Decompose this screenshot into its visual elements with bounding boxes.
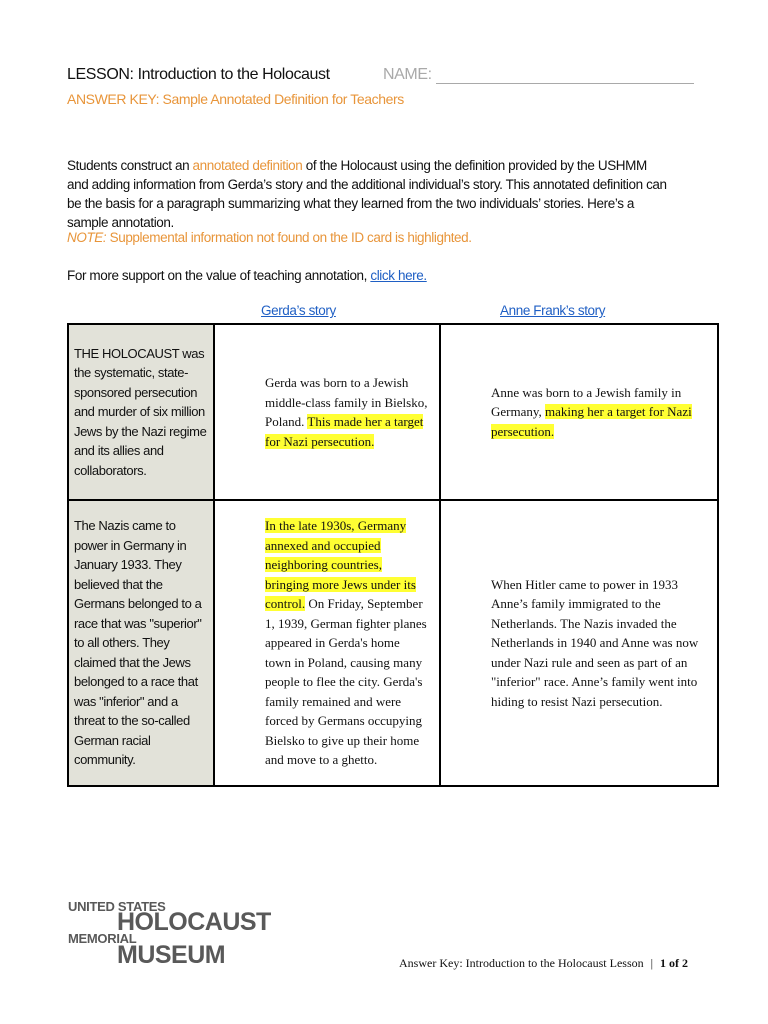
- annotation-table: [67, 323, 719, 787]
- note-line: [67, 230, 472, 245]
- support-text: For more support on the value of teaching annotation,: [67, 268, 371, 283]
- gerda-cell: [214, 500, 440, 786]
- footer-separator: |: [650, 956, 654, 970]
- name-field: [383, 66, 694, 84]
- name-label: NAME:: [383, 66, 432, 83]
- definition-cell: [68, 324, 214, 500]
- definition-text: THE HOLOCAUST was the systematic, state-sponsored persecution and murder of six million Jews by the Nazi regime and its allies and collaborators.: [74, 345, 207, 478]
- logo-line-holocaust: HOLOCAUST: [117, 908, 271, 936]
- table-row: [68, 500, 718, 786]
- anne-annotation: [441, 383, 717, 442]
- logo-line-memorial: MEMORIAL: [68, 931, 137, 946]
- gerda-text: Gerda was born to a Jewish middle-class family in Bielsko, Poland.: [265, 375, 428, 429]
- footer-text: Answer Key: Introduction to the Holocaust Lesson: [399, 956, 644, 970]
- gerda-annotation: [215, 516, 439, 770]
- anne-text: Anne was born to a Jewish family in Germany,: [491, 384, 682, 420]
- answer-key-subtitle: ANSWER KEY: Sample Annotated Definition for Teachers: [67, 91, 404, 107]
- definition-text: The Nazis came to power in Germany in January 1933. They believed that the Germans belonged to a race that was "superior" to all others. They claimed that the Jews belonged to a race that was "inferior" and a threat to the so-called German racial community.: [74, 518, 202, 768]
- anne-frank-story-link[interactable]: Anne Frank’s story: [500, 303, 606, 318]
- gerda-text: On Friday, September 1, 1939, German fighter planes appeared in Gerda's home town in Poland, causing many people to flee the city. Gerda's family remained and were forced by Germans occupying Bielsko to give up their home and move to a ghetto.: [265, 596, 427, 768]
- intro-text-rest: of the Holocaust using the definition provided by the USHMM and adding information from Gerda’s story and the additional individual’s story. This annotated definition can be the basis for a paragraph summarizing what they learned from the two individuals’ stories. Here’s a sample annotation.: [67, 158, 667, 230]
- anne-cell: [440, 500, 718, 786]
- gerda-cell: [214, 324, 440, 500]
- name-blank-line: [436, 69, 694, 84]
- intro-paragraph: [67, 156, 667, 232]
- lesson-title: [67, 66, 330, 84]
- anne-annotation: When Hitler came to power in 1933 Anne’s family immigrated to the Netherlands. The Nazis invaded the Netherlands in 1940 and Anne was now under Nazi rule and seen as part of an "inferior" race. Anne’s family went into hiding to resist Nazi persecution.: [491, 576, 699, 709]
- logo-line-united-states: UNITED STATES: [68, 899, 166, 914]
- logo-line-museum: MUSEUM: [117, 941, 226, 969]
- gerda-highlight: This made her a target for Nazi persecution.: [265, 414, 424, 449]
- gerda-story-link[interactable]: Gerda’s story: [261, 303, 336, 318]
- anne-cell: [440, 324, 718, 500]
- intro-text-start: Students construct an: [67, 158, 193, 173]
- annotated-definition-term: annotated definition: [192, 158, 303, 173]
- ushmm-logo: [68, 899, 271, 971]
- gerda-annotation: [215, 373, 439, 451]
- table-row: [68, 324, 718, 500]
- page-footer: [399, 956, 688, 971]
- gerda-highlight: In the late 1930s, Germany annexed and occupied neighboring countries, bringing more Jews under its control.: [265, 518, 416, 612]
- note-text: Supplemental information not found on the ID card is highlighted.: [106, 230, 472, 245]
- definition-cell: [68, 500, 214, 786]
- support-line: [67, 268, 427, 283]
- click-here-link[interactable]: click here.: [370, 268, 427, 283]
- anne-highlight: making her a target for Nazi persecution.: [491, 404, 692, 439]
- lesson-label: LESSON: Introduction to the Holocaust: [67, 66, 330, 83]
- note-label: NOTE:: [67, 230, 107, 245]
- page-number: 1 of 2: [660, 956, 689, 970]
